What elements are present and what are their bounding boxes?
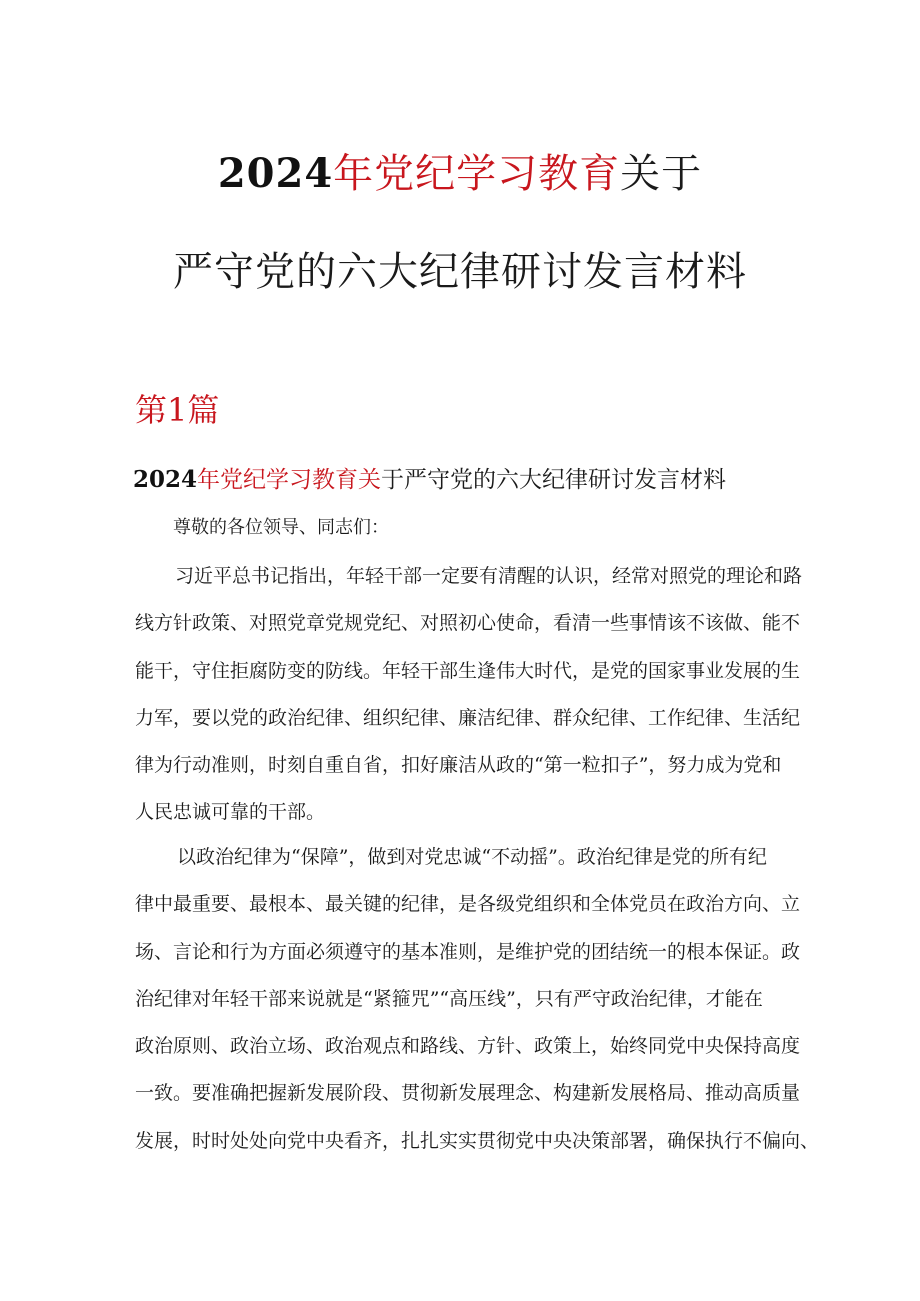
paragraph-2	[135, 834, 820, 1165]
paragraph-line: 发展，时时处处向党中央看齐，扎扎实实贯彻党中央决策部署，确保执行不偏向、	[135, 1129, 820, 1152]
paragraph-line: 治纪律对年轻干部来说就是“紧箍咒”“高压线”，只有严守政治纪律，才能在	[135, 987, 763, 1010]
paragraph-line: 律中最重要、最根本、最关键的纪律，是各级党组织和全体党员在政治方向、立	[135, 893, 801, 916]
title-year: 2024	[217, 150, 334, 197]
title-black-part: 关于	[620, 151, 703, 197]
title-red-part: 年党纪学习教育	[333, 151, 621, 197]
document-title-line-2: 严守党的六大纪律研讨发言材料	[173, 249, 747, 295]
paragraph-line: 律为行动准则，时刻自重自省，扣好廉洁从政的“第一粒扣子”，努力成为党和	[135, 754, 782, 777]
paragraph-line: 力军，要以党的政治纪律、组织纪律、廉洁纪律、群众纪律、工作纪律、生活纪	[135, 706, 801, 729]
subtitle-year: 2024	[133, 466, 198, 493]
paragraph-line: 场、言论和行为方面必须遵守的基本准则，是维护党的团结统一的根本保证。政	[135, 940, 801, 963]
paragraph-line: 一致。要准确把握新发展阶段、贯彻新发展理念、构建新发展格局、推动高质量	[135, 1082, 801, 1105]
document-title-line-1	[0, 142, 920, 199]
paragraph-line: 线方针政策、对照党章党规党纪、对照初心使命，看清一些事情该不该做、能不	[135, 612, 801, 635]
paragraph-line: 政治原则、政治立场、政治观点和路线、方针、政策上，始终同党中央保持高度	[135, 1035, 801, 1058]
paragraph-line: 人民忠诚可靠的干部。	[135, 801, 326, 824]
paragraph-line: 习近平总书记指出，年轻干部一定要有清醒的认识，经常对照党的理论和路	[175, 565, 803, 587]
subtitle-black-part: 于严守党的六大纪律研讨发言材料	[381, 467, 727, 493]
chapter-heading: 第1篇	[135, 391, 220, 429]
section-subtitle	[133, 461, 726, 494]
paragraph-line: 能干，守住拒腐防变的防线。年轻干部生逢伟大时代，是党的国家事业发展的生	[135, 659, 801, 682]
paragraph-1	[135, 553, 803, 837]
subtitle-red-part: 年党纪学习教育关	[197, 467, 382, 493]
greeting: 尊敬的各位领导、同志们：	[173, 517, 389, 538]
paragraph-line: 以政治纪律为“保障”，做到对党忠诚“不动摇”。政治纪律是党的所有纪	[177, 846, 767, 868]
